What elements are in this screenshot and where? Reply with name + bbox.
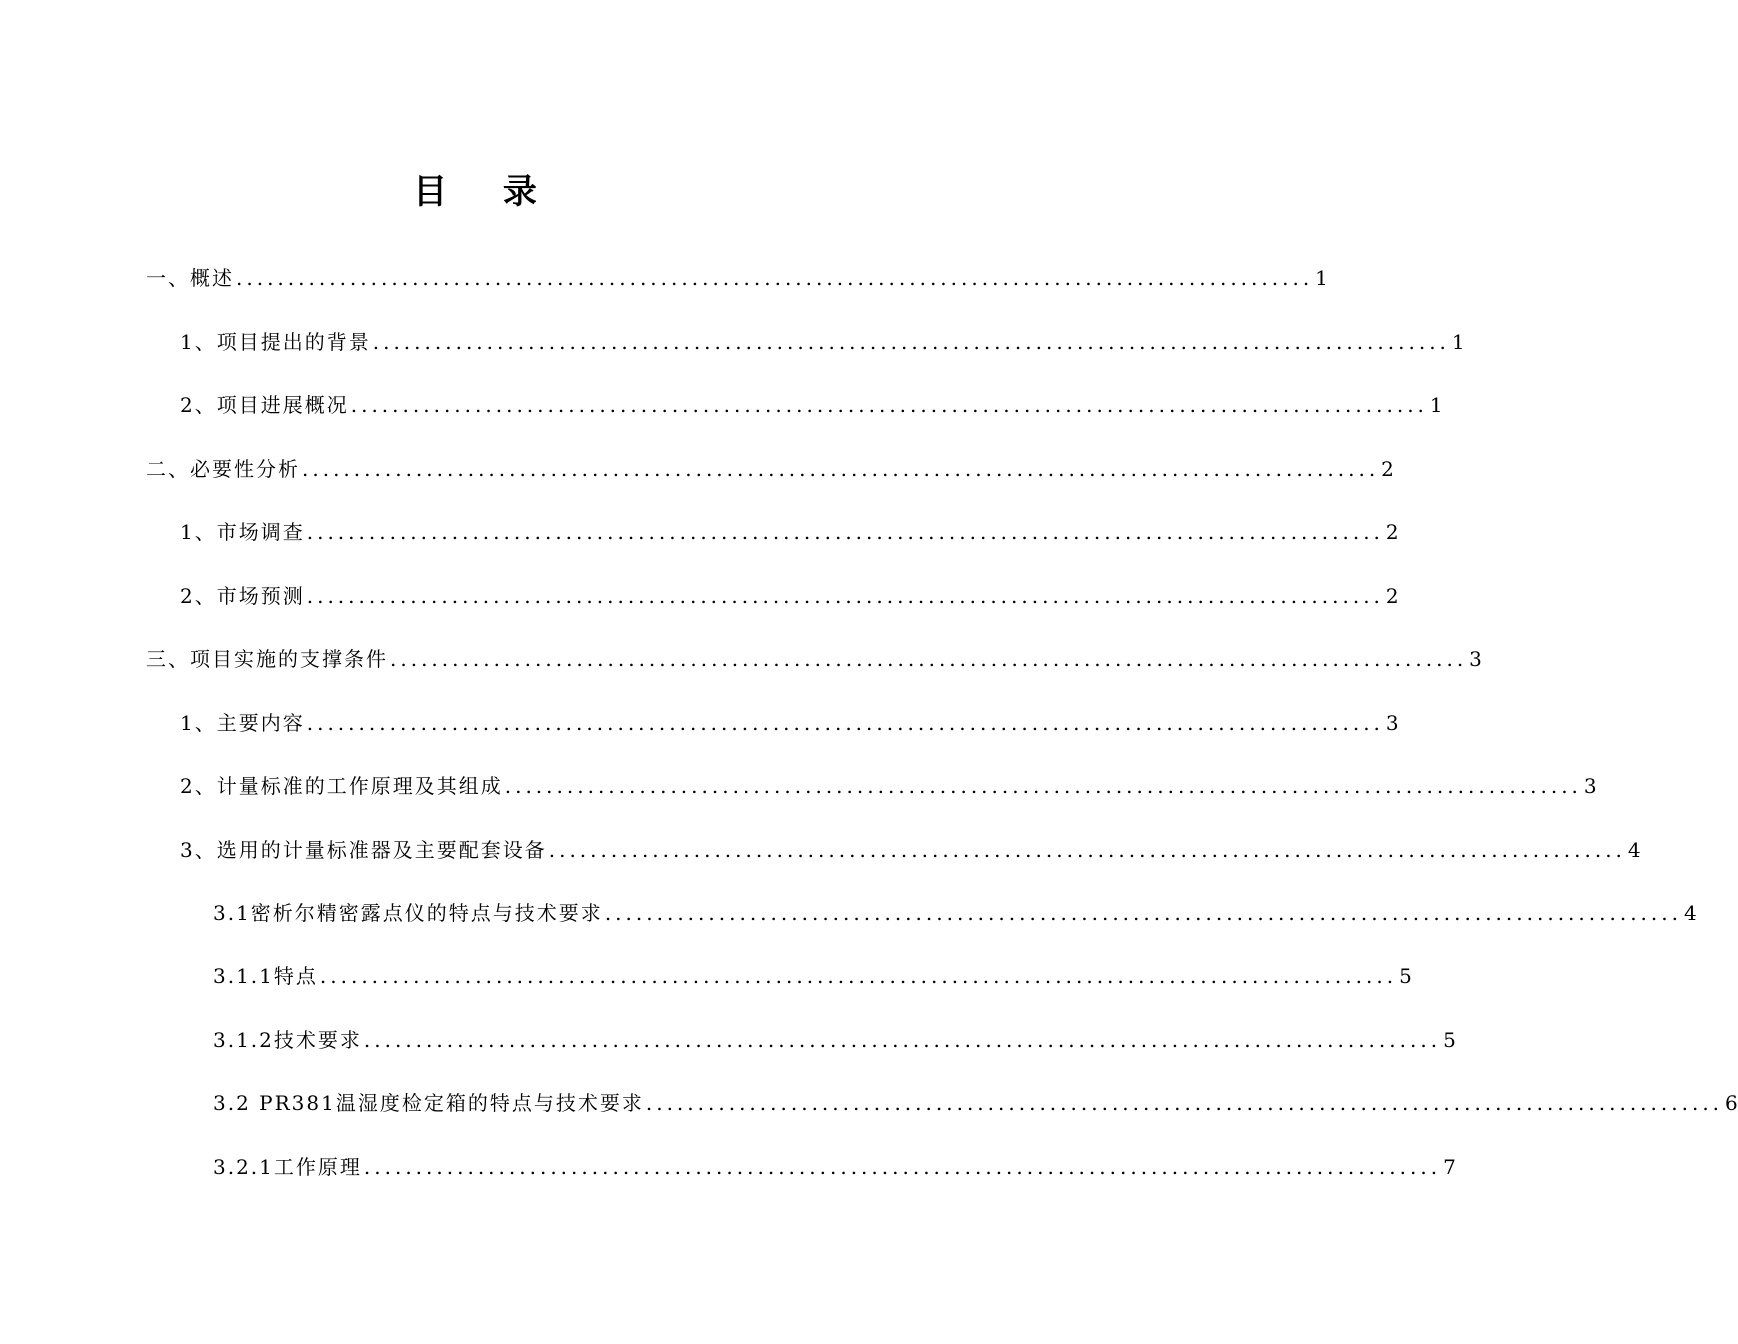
- toc-page-number: 3: [1385, 711, 1399, 735]
- toc-entry-label: 二、必要性分析: [146, 457, 300, 481]
- toc-entry-label: 1、项目提出的背景: [180, 330, 371, 354]
- toc-page-number: 1: [1429, 393, 1443, 417]
- toc-dot-leader: ........................................................................................................: [548, 838, 1626, 862]
- toc-dot-leader: ........................................................................................................: [306, 584, 1384, 608]
- toc-entry-label: 1、主要内容: [180, 711, 305, 735]
- toc-entry[interactable]: [213, 959, 1412, 993]
- toc-entry-label: 2、市场预测: [180, 584, 305, 608]
- page-title: 目 录: [413, 172, 559, 212]
- toc-entry[interactable]: [213, 1023, 1456, 1057]
- toc-dot-leader: ........................................................................................................: [604, 901, 1682, 925]
- toc-entry-label: 2、项目进展概况: [180, 393, 349, 417]
- toc-entry-label: 3.2.1工作原理: [213, 1155, 362, 1179]
- toc-entry[interactable]: [180, 769, 1597, 803]
- toc-entry-label: 3.2 PR381温湿度检定箱的特点与技术要求: [213, 1091, 644, 1115]
- toc-entry-label: 3、选用的计量标准器及主要配套设备: [180, 838, 547, 862]
- toc-dot-leader: ........................................................................................................: [504, 774, 1582, 798]
- toc-entry[interactable]: [180, 325, 1465, 359]
- toc-entry[interactable]: [180, 706, 1399, 740]
- toc-entry[interactable]: [180, 833, 1641, 867]
- toc-entry-label: 1、市场调查: [180, 520, 305, 544]
- toc-page-number: 2: [1385, 520, 1399, 544]
- toc-dot-leader: ........................................................................................................: [302, 457, 1380, 481]
- toc-page-number: 5: [1399, 964, 1412, 988]
- toc-entry[interactable]: [146, 261, 1328, 295]
- toc-entry[interactable]: [180, 579, 1399, 613]
- toc-dot-leader: ........................................................................................................: [319, 964, 1398, 988]
- toc-entry[interactable]: [180, 388, 1443, 422]
- toc-page-number: 3: [1583, 774, 1597, 798]
- toc-page-number: 1: [1315, 266, 1328, 290]
- toc-entry[interactable]: [146, 642, 1482, 676]
- toc-entry-label: 三、项目实施的支撑条件: [146, 647, 388, 671]
- toc-dot-leader: ........................................................................................................: [236, 266, 1314, 290]
- toc-entry-label: 3.1密析尔精密露点仪的特点与技术要求: [213, 901, 603, 925]
- toc-entry[interactable]: [213, 896, 1697, 930]
- toc-entry-label: 3.1.1特点: [213, 964, 318, 988]
- toc-page-number: 2: [1385, 584, 1399, 608]
- toc-dot-leader: ........................................................................................................: [645, 1091, 1724, 1115]
- toc-page-number: 5: [1443, 1028, 1456, 1052]
- toc-entry[interactable]: [213, 1150, 1456, 1184]
- toc-dot-leader: ........................................................................................................: [350, 393, 1428, 417]
- toc-entry-label: 一、概述: [146, 266, 234, 290]
- toc-page-number: 4: [1683, 901, 1697, 925]
- toc-page-number: 6: [1725, 1091, 1738, 1115]
- toc-entry-label: 3.1.2技术要求: [213, 1028, 362, 1052]
- toc-dot-leader: ........................................................................................................: [306, 520, 1384, 544]
- toc-entry[interactable]: [180, 515, 1399, 549]
- toc-dot-leader: ........................................................................................................: [372, 330, 1450, 354]
- toc-page-number: 1: [1451, 330, 1465, 354]
- toc-entry[interactable]: [146, 452, 1394, 486]
- toc-dot-leader: ........................................................................................................: [363, 1028, 1442, 1052]
- toc-page-number: 3: [1469, 647, 1482, 671]
- toc-page-number: 2: [1381, 457, 1394, 481]
- toc-dot-leader: ........................................................................................................: [306, 711, 1384, 735]
- toc-page-number: 7: [1443, 1155, 1456, 1179]
- toc-entry-label: 2、计量标准的工作原理及其组成: [180, 774, 503, 798]
- toc-dot-leader: ........................................................................................................: [363, 1155, 1442, 1179]
- toc-entry[interactable]: [213, 1086, 1738, 1120]
- toc-dot-leader: ........................................................................................................: [390, 647, 1468, 671]
- toc-page-number: 4: [1627, 838, 1641, 862]
